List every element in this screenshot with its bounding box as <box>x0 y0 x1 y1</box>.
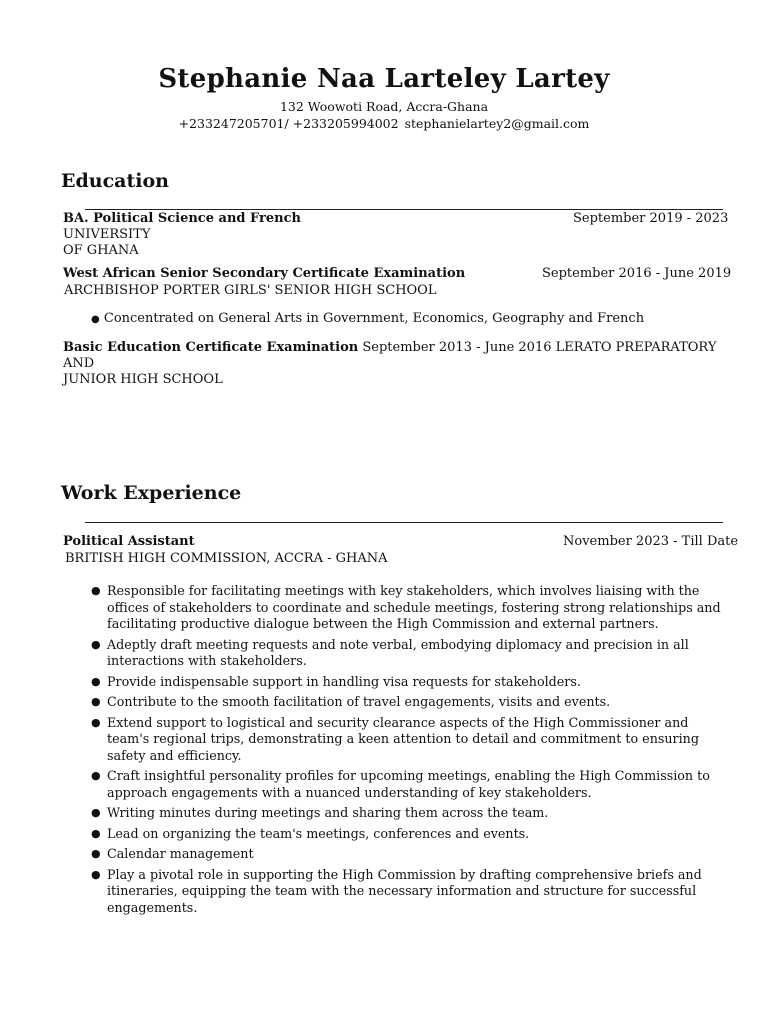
bullet-dot: ● <box>91 584 101 597</box>
employer: BRITISH HIGH COMMISSION, ACCRA - GHANA <box>65 551 388 566</box>
bece-details-line1: September 2013 - June 2016 LERATO PREPARATORY AND <box>63 340 717 371</box>
job-dates: November 2023 - Till Date <box>563 534 739 549</box>
responsibilities-list <box>88 583 728 920</box>
bullet-dot: ● <box>91 826 101 840</box>
bullet-dot: ● <box>91 715 101 729</box>
list-item: ● Contribute to the smooth facilitation of travel engagements, visits and events. <box>91 694 611 709</box>
school-ba-line1: UNIVERSITY <box>63 227 151 242</box>
education-entry-bece <box>63 340 723 388</box>
job-role: Political Assistant <box>63 534 195 549</box>
email-address: stephanielartey2@gmail.com <box>404 116 590 131</box>
list-item: ● Play a pivotal role in supporting the High Commission by drafting comprehensive briefs and itineraries, equipping the team with the necessary information and structure for successful engagements. <box>91 866 702 915</box>
bece-details-line2: JUNIOR HIGH SCHOOL <box>63 372 223 387</box>
education-entry-ba <box>63 211 393 259</box>
bullet-dot: ● <box>91 674 101 688</box>
school-ba-line2: OF GHANA <box>63 243 139 258</box>
bullet-dot: ● <box>91 867 101 881</box>
list-item: ● Responsible for facilitating meetings with key stakeholders, which involves liaising with the offices of stakeholders to coordinate and schedule meetings, fostering strong relationships and facilitating productive dialogue between the High Commission and external partners. <box>91 583 721 631</box>
wassce-bullet-text: Concentrated on General Arts in Government, Economics, Geography and French <box>103 311 645 326</box>
dates-ba: September 2019 - 2023 <box>573 211 729 226</box>
bullet-dot: ● <box>91 769 101 782</box>
address: 132 Woowoti Road, Accra-Ghana <box>279 99 489 114</box>
list-item: ● Calendar management <box>91 846 254 861</box>
school-wassce: ARCHBISHOP PORTER GIRLS' SENIOR HIGH SCHOOL <box>64 283 437 298</box>
degree-wassce: West African Senior Secondary Certificate Examination <box>63 266 466 281</box>
education-divider <box>85 209 723 210</box>
candidate-name: Stephanie Naa Larteley Lartey <box>158 64 610 94</box>
wassce-bullet <box>91 311 644 328</box>
bullet-dot: ● <box>91 806 101 819</box>
phone-numbers: +233247205701/ +233205994002 <box>178 116 399 131</box>
list-item: ● Craft insightful personality profiles for upcoming meetings, enabling the High Commission to approach engagements with a nuanced understanding of key stakeholders. <box>91 768 710 800</box>
education-heading: Education <box>61 170 169 192</box>
bullet-dot: ● <box>91 695 101 708</box>
list-item: ● Writing minutes during meetings and sharing them across the team. <box>91 805 549 820</box>
list-item: ● Lead on organizing the team's meetings, conferences and events. <box>91 825 530 841</box>
work-divider <box>85 522 723 523</box>
bullet-dot: ● <box>91 847 101 860</box>
dates-wassce: September 2016 - June 2019 <box>542 266 732 281</box>
list-item: ● Provide indispensable support in handling visa requests for stakeholders. <box>91 673 581 689</box>
bullet-dot: ● <box>91 637 101 651</box>
degree-ba: BA. Political Science and French <box>63 211 301 226</box>
list-item: ● Extend support to logistical and security clearance aspects of the High Commissioner and team's regional trips, demonstrating a keen attention to detail and commitment to ensuring safety and efficiency. <box>91 714 699 763</box>
bullet-dot: ● <box>91 314 100 325</box>
degree-bece: Basic Education Certificate Examination <box>63 340 359 355</box>
list-item: ● Adeptly draft meeting requests and note verbal, embodying diplomacy and precision in all interactions with stakeholders. <box>91 636 689 668</box>
contact-line <box>0 116 768 131</box>
work-experience-heading: Work Experience <box>61 482 242 504</box>
